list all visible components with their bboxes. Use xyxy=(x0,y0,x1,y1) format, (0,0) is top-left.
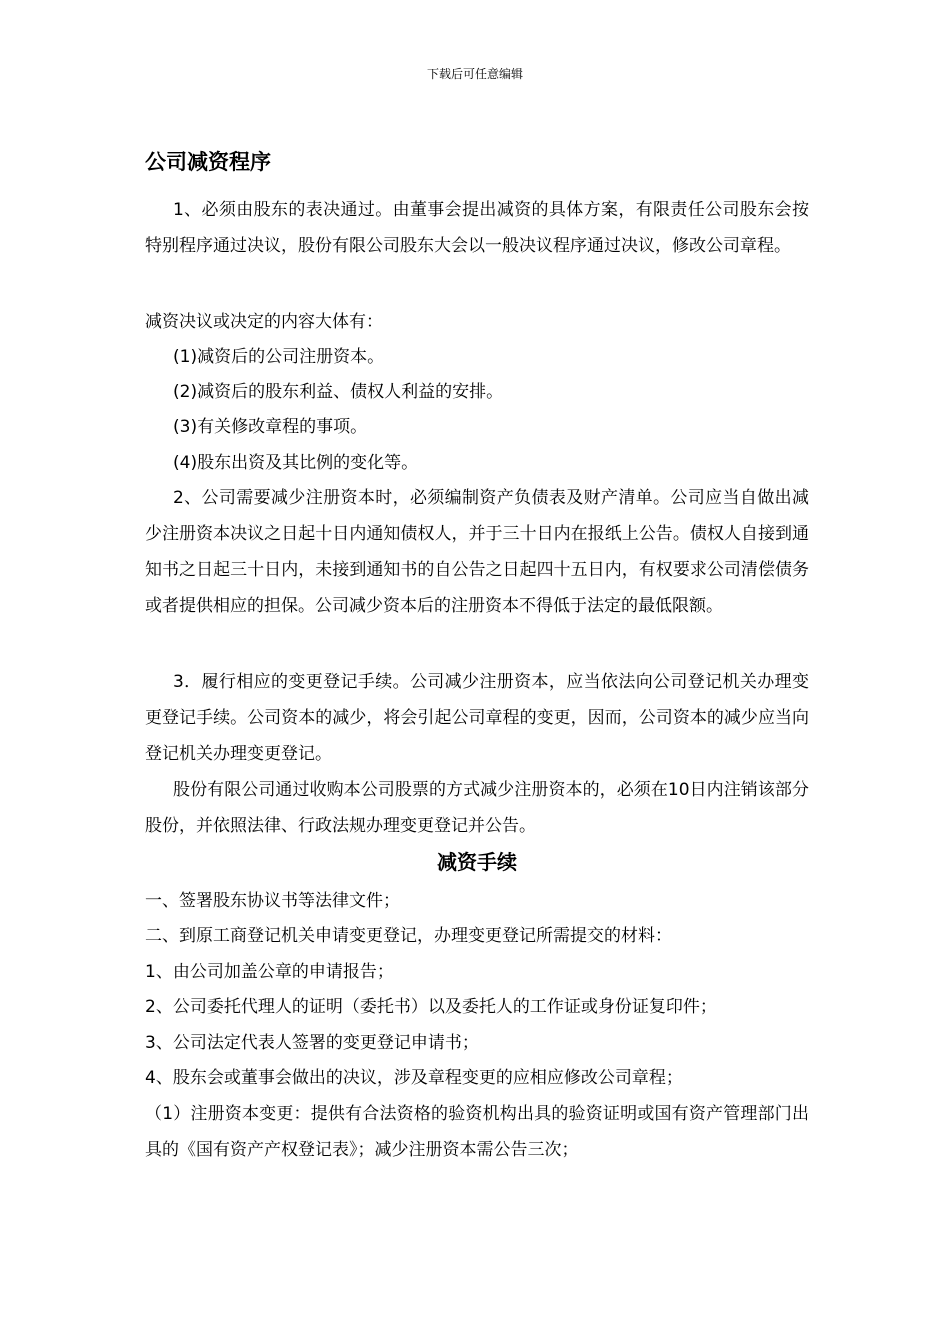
page-title: 公司减资程序 xyxy=(145,150,271,174)
list-item: 3、公司法定代表人签署的变更登记申请书； xyxy=(145,1033,479,1053)
paragraph-1: 1、必须由股东的表决通过。由董事会提出减资的具体方案，有限责任公司股东会按特别程序通过决议，股份有限公司股东大会以一般决议程序通过决议，修改公司章程。 xyxy=(145,200,809,256)
list-item: (2)减资后的股东利益、债权人利益的安排。 xyxy=(173,382,504,402)
list-item: (4)股东出资及其比例的变化等。 xyxy=(173,453,419,473)
list-item: 4、股东会或董事会做出的决议，涉及章程变更的应相应修改公司章程； xyxy=(145,1068,683,1088)
list-item: 二、到原工商登记机关申请变更登记，办理变更登记所需提交的材料： xyxy=(145,926,672,946)
paragraph-2: 2、公司需要减少注册资本时，必须编制资产负债表及财产清单。公司应当自做出减少注册资本决议之日起十日内通知债权人，并于三十日内在报纸上公告。债权人自接到通知书之日起三十日内，未接到通知书的自公告之日起四十五日内，有权要求公司清偿债务或者提供相应的担保。公司减少资本后的注册资本不得低于法定的最低限额。 xyxy=(145,488,809,616)
content-intro: 减资决议或决定的内容大体有： xyxy=(145,312,383,332)
section-title: 减资手续 xyxy=(437,850,517,874)
paragraph-4: 股份有限公司通过收购本公司股票的方式减少注册资本的，必须在10日内注销该部分股份，并依照法律、行政法规办理变更登记并公告。 xyxy=(145,780,809,836)
paragraph-last: （1）注册资本变更：提供有合法资格的验资机构出具的验资证明或国有资产管理部门出具的《国有资产产权登记表》；减少注册资本需公告三次； xyxy=(145,1104,809,1160)
list-item: 1、由公司加盖公章的申请报告； xyxy=(145,962,394,982)
list-item: (1)减资后的公司注册资本。 xyxy=(173,347,385,367)
list-item: (3)有关修改章程的事项。 xyxy=(173,417,368,437)
paragraph-3: 3．履行相应的变更登记手续。公司减少注册资本，应当依法向公司登记机关办理变更登记手续。公司资本的减少，将会引起公司章程的变更，因而，公司资本的减少应当向登记机关办理变更登记。 xyxy=(145,672,809,764)
list-item: 一、签署股东协议书等法律文件； xyxy=(145,891,400,911)
list-item: 2、公司委托代理人的证明（委托书）以及委托人的工作证或身份证复印件； xyxy=(145,997,717,1017)
header-note: 下载后可任意编辑 xyxy=(426,67,523,81)
